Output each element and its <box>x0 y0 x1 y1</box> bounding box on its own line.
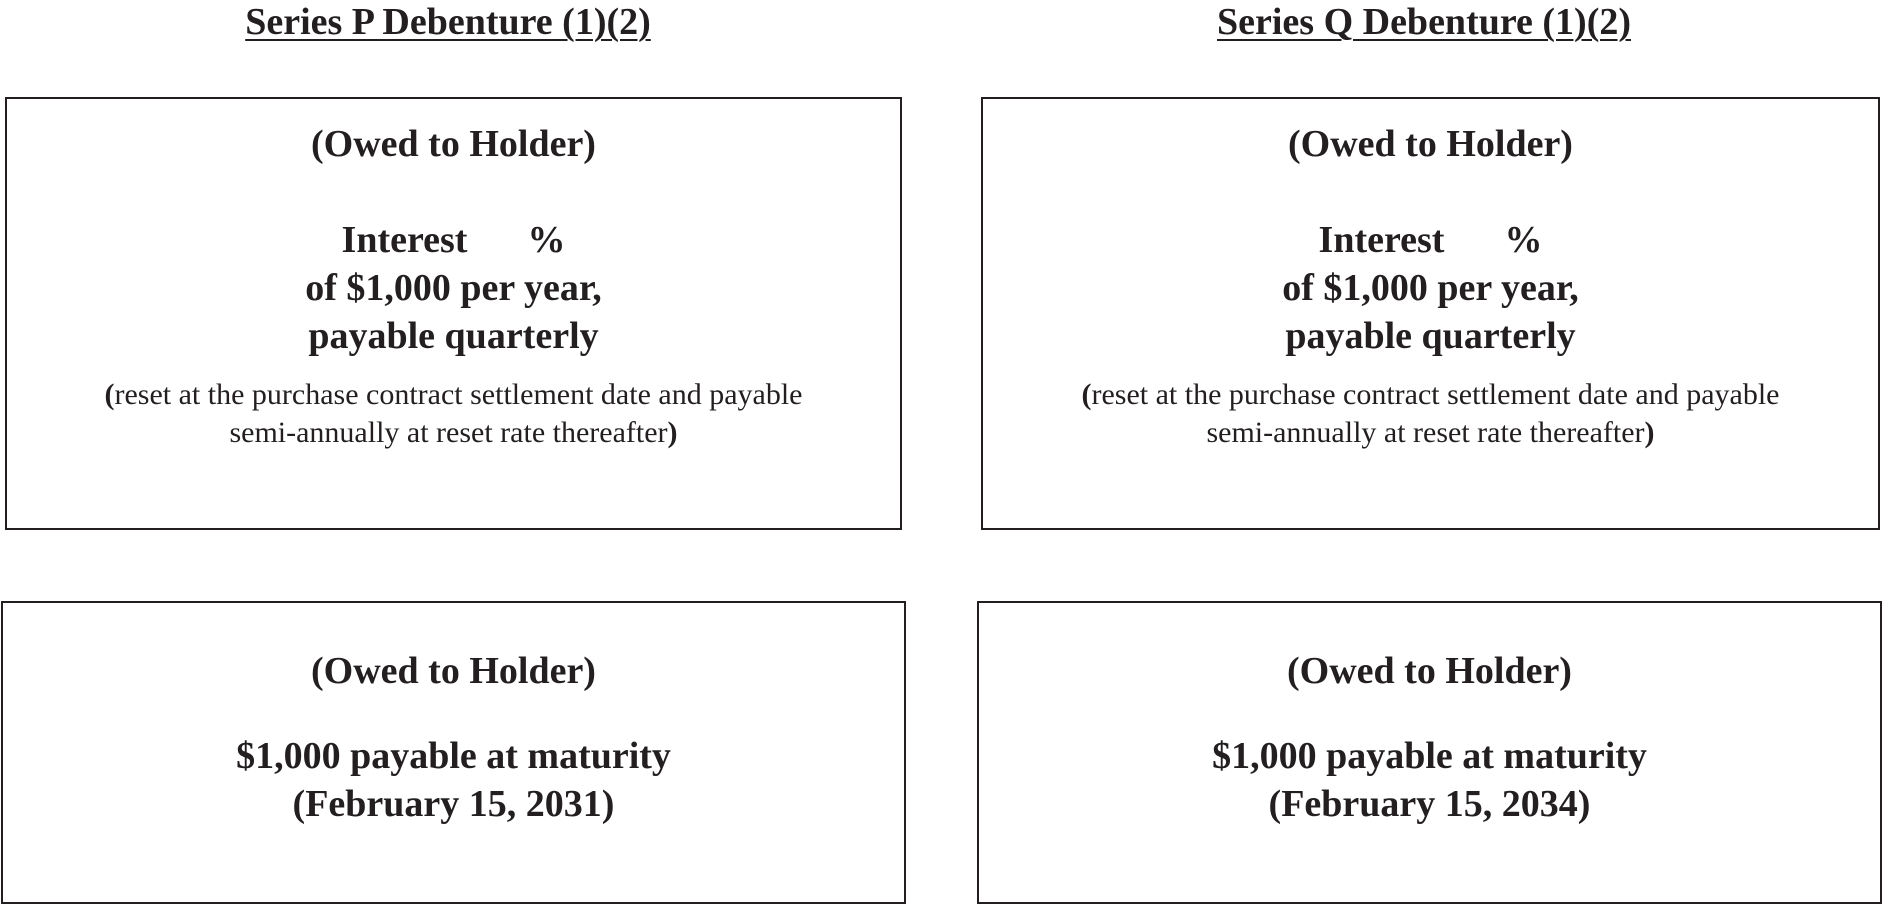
series-q-title: Series Q Debenture (1)(2) <box>1216 1 1632 43</box>
series-p-reset-note-line1 <box>7 376 900 414</box>
series-q-principal-owed-to: (Owed to Holder) <box>1287 650 1572 692</box>
series-q-reset-note <box>983 376 1878 452</box>
series-q-principal-terms <box>979 732 1880 828</box>
series-q-interest-frequency: payable quarterly <box>1285 315 1576 357</box>
series-p-title: Series P Debenture (1)(2) <box>245 1 651 43</box>
series-q-interest-rate-line <box>983 216 1878 264</box>
series-p-interest-amount: of $1,000 per year, <box>305 267 602 309</box>
series-q-interest-label: Interest <box>1318 219 1445 261</box>
series-p-note-open-paren: ( <box>104 378 115 411</box>
series-p-reset-note-line2 <box>7 414 900 452</box>
series-p-interest-label: Interest <box>341 219 468 261</box>
series-p-note-close-paren: ) <box>667 416 678 449</box>
series-p-interest-box <box>5 97 902 530</box>
series-q-interest-owed-to: (Owed to Holder) <box>1288 123 1573 165</box>
series-p-note-text1: reset at the purchase contract settlement date and payable <box>114 378 803 411</box>
series-p-interest-rate-line <box>7 216 900 264</box>
series-q-interest-terms <box>983 216 1878 360</box>
series-q-maturity-date: (February 15, 2034) <box>1268 783 1591 825</box>
series-p-principal-terms <box>3 732 904 828</box>
series-p-maturity-date: (February 15, 2031) <box>292 783 615 825</box>
series-q-note-text2: semi-annually at reset rate thereafter <box>1206 416 1645 449</box>
series-q-note-close-paren: ) <box>1644 416 1655 449</box>
series-q-principal-amount: $1,000 payable at maturity <box>1212 735 1647 777</box>
series-p-principal-owed-to: (Owed to Holder) <box>311 650 596 692</box>
series-p-interest-owed-to: (Owed to Holder) <box>311 123 596 165</box>
series-q-percent-sign: % <box>1504 219 1543 261</box>
series-p-reset-note <box>7 376 900 452</box>
series-p-percent-sign: % <box>527 219 566 261</box>
series-q-principal-box <box>977 601 1882 904</box>
series-p-principal-box <box>1 601 906 904</box>
series-p-principal-amount: $1,000 payable at maturity <box>236 735 671 777</box>
series-p-interest-terms <box>7 216 900 360</box>
series-q-reset-note-line1 <box>983 376 1878 414</box>
series-q-note-open-paren: ( <box>1081 378 1092 411</box>
series-p-interest-frequency: payable quarterly <box>308 315 599 357</box>
series-p-note-text2: semi-annually at reset rate thereafter <box>229 416 668 449</box>
series-q-interest-box <box>981 97 1880 530</box>
series-q-interest-amount: of $1,000 per year, <box>1282 267 1579 309</box>
series-q-reset-note-line2 <box>983 414 1878 452</box>
series-q-note-text1: reset at the purchase contract settlement date and payable <box>1091 378 1780 411</box>
